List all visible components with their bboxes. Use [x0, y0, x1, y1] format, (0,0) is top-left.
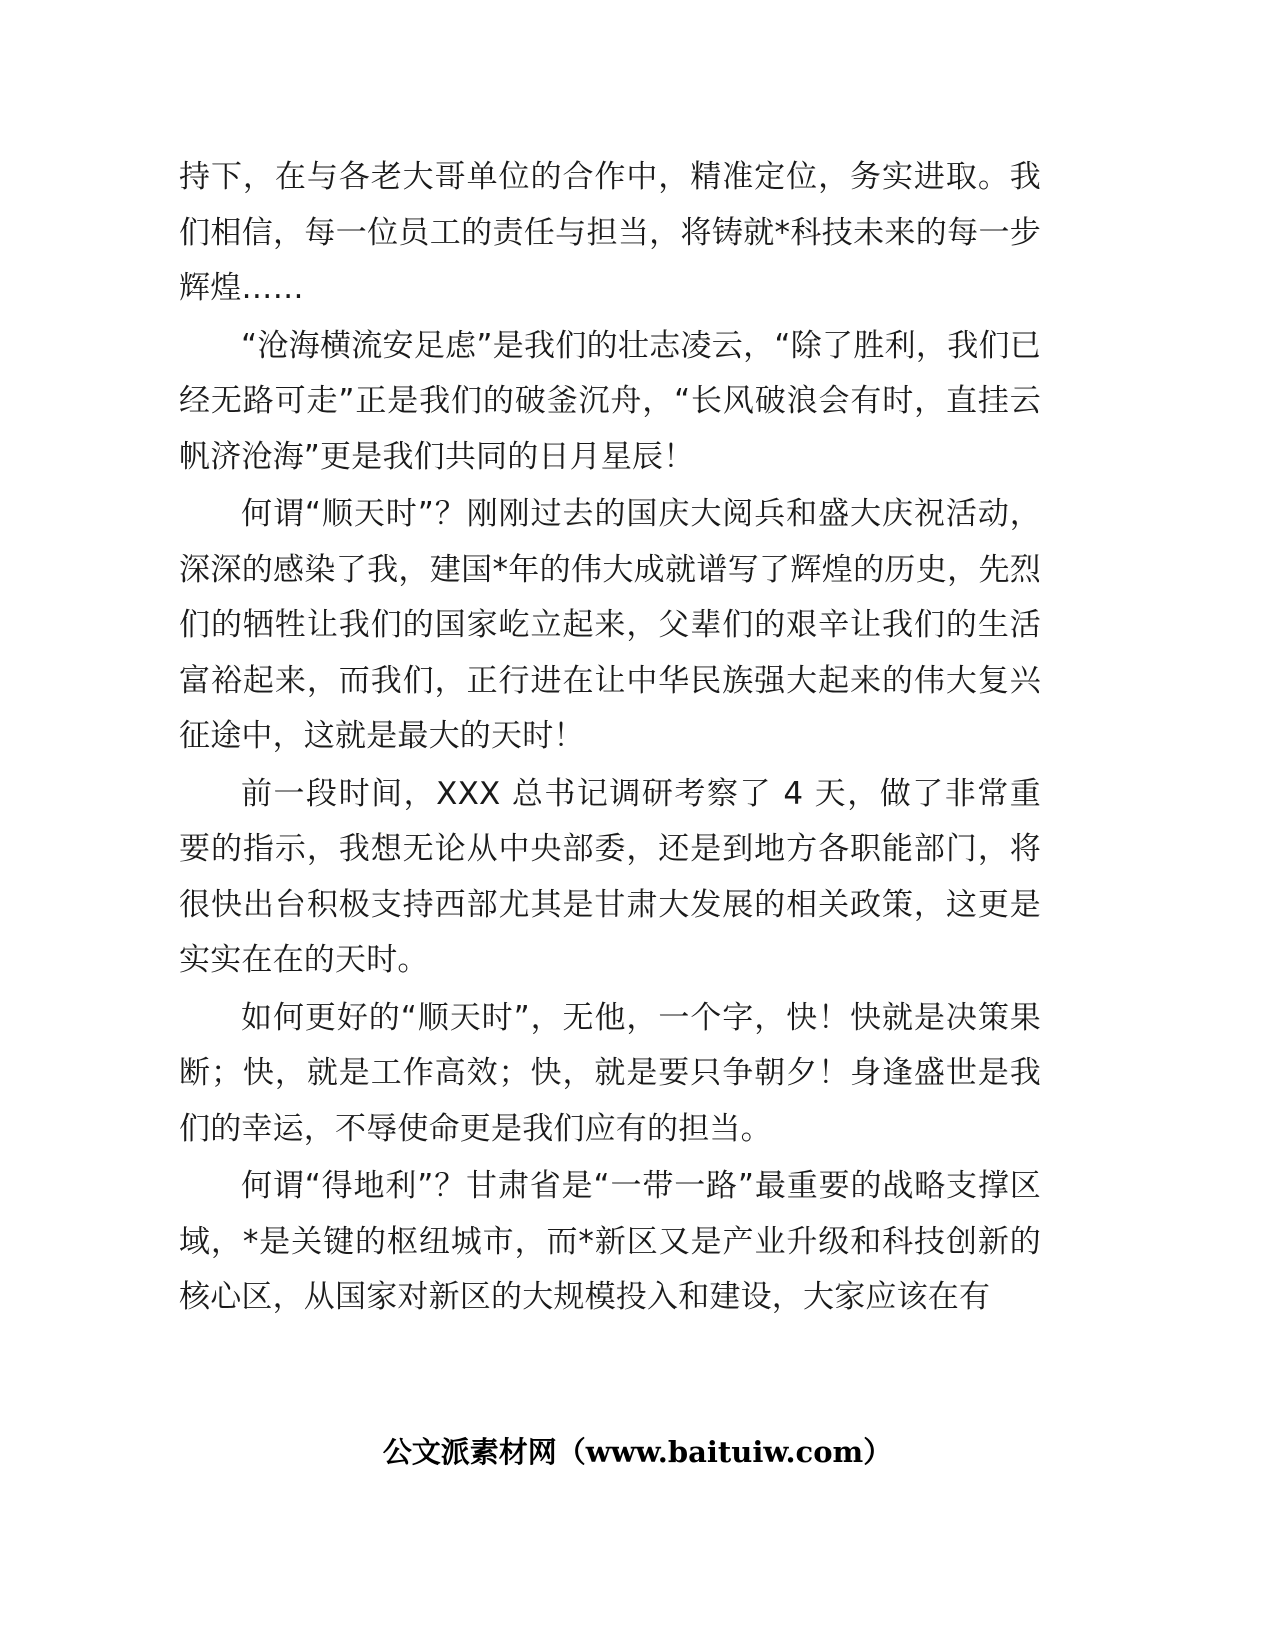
paragraph-5: 如何更好的“顺天时”，无他，一个字，快！快就是决策果断；快，就是工作高效；快，就是要只争朝夕！身逢盛世是我们的幸运，不辱使命更是我们应有的担当。: [179, 999, 1041, 1147]
paragraph-6: 何谓“得地利”？甘肃省是“一带一路”最重要的战略支撑区域，*是关键的枢纽城市，而*新区又是产业升级和科技创新的核心区，从国家对新区的大规模投入和建设，大家应该在有: [179, 1168, 1041, 1315]
document-body: [179, 150, 1041, 1328]
paragraph-4: 前一段时间，XXX 总书记调研考察了 4 天，做了非常重要的指示，我想无论从中央部委，还是到地方各职能部门，将很快出台积极支持西部尤其是甘肃大发展的相关政策，这更是实实在在的天时。: [179, 775, 1041, 978]
paragraph-2: “沧海横流安足虑”是我们的壮志凌云，“除了胜利，我们已经无路可走”正是我们的破釜沉舟，“长风破浪会有时，直挂云帆济沧海”更是我们共同的日月星辰！: [179, 327, 1041, 475]
footer-watermark: 公文派素材网（www.baituiw.com）: [382, 1435, 893, 1469]
paragraph-3: 何谓“顺天时”？刚刚过去的国庆大阅兵和盛大庆祝活动，深深的感染了我，建国*年的伟大成就谱写了辉煌的历史，先烈们的牺牲让我们的国家屹立起来，父辈们的艰辛让我们的生活富裕起来，而我们，正行进在让中华民族强大起来的伟大复兴征途中，这就是最大的天时！: [179, 496, 1041, 754]
paragraph-1: 持下，在与各老大哥单位的合作中，精准定位，务实进取。我们相信，每一位员工的责任与担当，将铸就*科技未来的每一步辉煌……: [179, 159, 1041, 306]
